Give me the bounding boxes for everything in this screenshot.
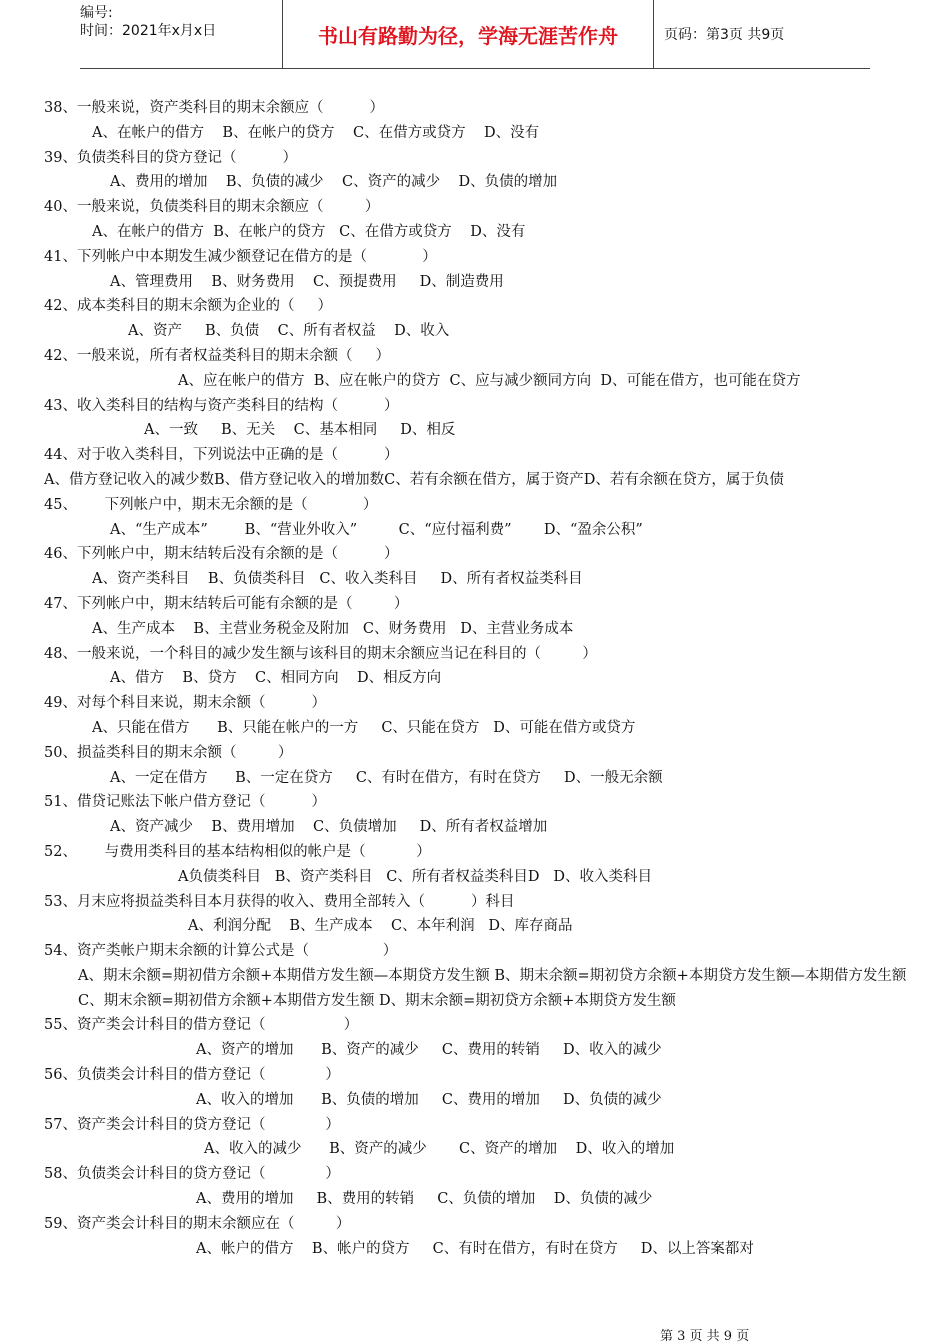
question-stem: 50、损益类科目的期末余额（ ） [44,744,293,761]
question-stem: 40、一般来说，负债类科目的期末余额应（ ） [44,199,380,216]
answer-options: A、在帐户的借方 B、在帐户的贷方 C、在借方或贷方 D、没有 [92,223,526,240]
answer-options: A、利润分配 B、生产成本 C、本年利润 D、库存商品 [188,918,573,935]
question-stem: 43、收入类科目的结构与资产类科目的结构（ ） [44,397,399,414]
answer-options: A、费用的增加 B、负债的减少 C、资产的减少 D、负债的增加 [110,174,558,191]
question-stem: 44、对于收入类科目，下列说法中正确的是（ ） [44,447,399,464]
question-stem: 58、负债类会计科目的贷方登记（ ） [44,1166,340,1183]
answer-options: A、在帐户的借方 B、在帐户的贷方 C、在借方或贷方 D、没有 [92,124,540,141]
question-stem: 59、资产类会计科目的期末余额应在（ ） [44,1215,351,1232]
answer-options: A、借方 B、贷方 C、相同方向 D、相反方向 [110,670,442,687]
question-stem: 54、资产类帐户期末余额的计算公式是（ ） [44,943,398,960]
answer-options: A、收入的增加 B、负债的增加 C、费用的增加 D、负债的减少 [196,1091,662,1108]
question-stem: 42、一般来说，所有者权益类科目的期末余额（ ） [44,347,390,364]
question-stem: 52、 与费用类科目的基本结构相似的帐户是（ ） [44,843,431,860]
question-stem: 39、负债类科目的贷方登记（ ） [44,149,298,166]
answer-options: A、只能在借方 B、只能在帐户的一方 C、只能在贷方 D、可能在借方或贷方 [92,719,636,736]
question-list [44,96,924,1261]
answer-options: A、期末余额=期初借方余额+本期借方发生额—本期贷方发生额 B、期末余额=期初贷方余额+本期贷方发生额—本期借方发生额 C、期末余额=期初借方余额+本期借方发生额 D、期末余额=期初贷方余额+本期贷方发生额 [78,967,907,1009]
answer-options: A、应在帐户的借方 B、应在帐户的贷方 C、应与减少额同方向 D、可能在借方，也可能在贷方 [178,372,801,389]
question-stem: 53、月末应将损益类科目本月获得的收入、费用全部转入（ ）科目 [44,893,515,910]
header-motto: 书山有路勤为径，学海无涯苦作舟 [282,0,654,68]
answer-options: A、生产成本 B、主营业务税金及附加 C、财务费用 D、主营业务成本 [92,620,574,637]
answer-options: A、“生产成本” B、“营业外收入” C、“应付福利费” D、“盈余公积” [110,521,643,538]
question-stem: 47、下列帐户中，期末结转后可能有余额的是（ ） [44,595,409,612]
question-stem: 38、一般来说，资产类科目的期末余额应（ ） [44,100,385,116]
answer-options: A、资产类科目 B、负债类科目 C、收入类科目 D、所有者权益类科目 [92,571,583,588]
question-stem: A、借方登记收入的减少数B、借方登记收入的增加数C、若有余额在借方，属于资产D、若有余额在贷方，属于负债 [44,471,784,488]
question-stem: 48、一般来说，一个科目的减少发生额与该科目的期末余额应当记在科目的（ ） [44,645,597,662]
question-stem: 46、下列帐户中，期末结转后没有余额的是（ ） [44,546,399,563]
answer-options: A、帐户的借方 B、帐户的贷方 C、有时在借方，有时在贷方 D、以上答案都对 [196,1240,754,1257]
answer-options: A、资产 B、负债 C、所有者权益 D、收入 [128,323,450,340]
answer-options: A、费用的增加 B、费用的转销 C、负债的增加 D、负债的减少 [196,1191,653,1208]
question-stem: 42、成本类科目的期末余额为企业的（ ） [44,298,332,315]
answer-options: A、收入的减少 B、资产的减少 C、资产的增加 D、收入的增加 [204,1141,675,1158]
answer-options: A负债类科目 B、资产类科目 C、所有者权益类科目D D、收入类科目 [178,868,652,885]
answer-options: A、管理费用 B、财务费用 C、预提费用 D、制造费用 [110,273,504,290]
document-number-label: 编号: [80,5,113,21]
document-date-label: 时间：2021年x月x日 [80,23,217,39]
header-meta [80,0,282,68]
question-stem: 51、借贷记账法下帐户借方登记（ ） [44,794,327,811]
answer-options: A、一定在借方 B、一定在贷方 C、有时在借方，有时在贷方 D、一般无余额 [110,769,663,786]
answer-options: A、一致 B、无关 C、基本相同 D、相反 [144,422,456,439]
question-stem: 57、资产类会计科目的贷方登记（ ） [44,1116,340,1133]
answer-options: A、资产的增加 B、资产的减少 C、费用的转销 D、收入的减少 [196,1042,662,1059]
page-header [80,0,870,69]
question-stem: 56、负债类会计科目的借方登记（ ） [44,1067,340,1084]
question-stem: 49、对每个科目来说，期末余额（ ） [44,695,327,712]
header-page-number: 页码：第3页 共9页 [664,27,785,43]
question-stem: 41、下列帐户中本期发生减少额登记在借方的是（ ） [44,248,437,265]
question-stem: 45、 下列帐户中，期末无余额的是（ ） [44,496,378,513]
page-footer: 第 3 页 共 9 页 [660,1329,750,1344]
answer-options: A、资产减少 B、费用增加 C、负债增加 D、所有者权益增加 [110,819,548,836]
question-stem: 55、资产类会计科目的借方登记（ ） [44,1017,359,1034]
